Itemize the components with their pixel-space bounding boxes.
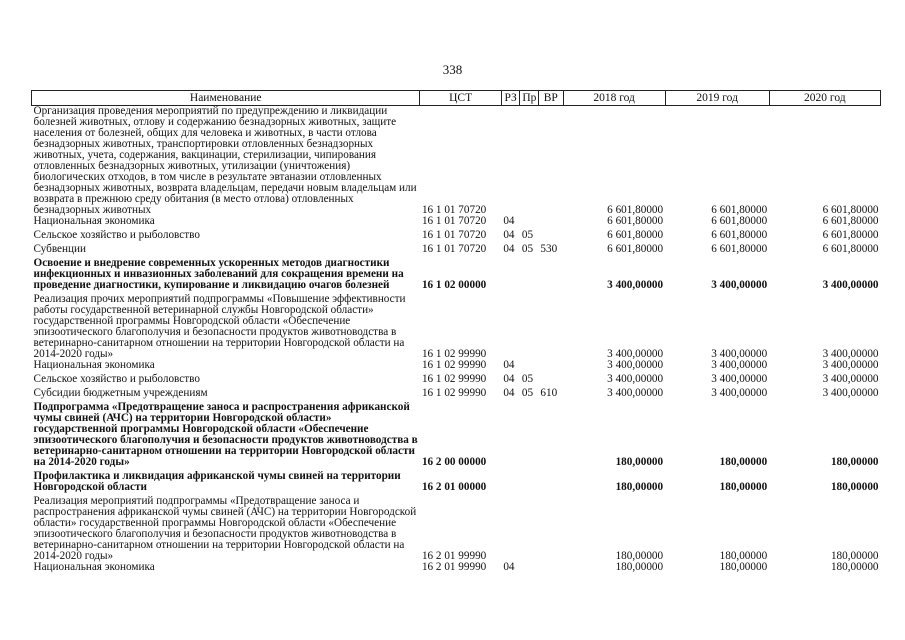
row-2020: 180,00000 — [830, 550, 879, 562]
header-2018: 2018 год — [563, 91, 665, 106]
row-cst: 16 1 01 70720 — [421, 229, 487, 241]
row-vr — [538, 255, 563, 291]
table-row — [32, 255, 881, 291]
table-row — [32, 291, 881, 360]
row-2018: 3 400,00000 — [607, 359, 664, 371]
row-pr — [520, 106, 539, 217]
row-cst: 16 1 01 70720 — [421, 204, 487, 216]
row-2019: 3 400,00000 — [711, 373, 768, 385]
row-2019: 6 601,80000 — [711, 215, 768, 227]
row-pr — [520, 493, 539, 562]
row-cst: 16 2 01 99990 — [421, 550, 487, 562]
row-rz: 04 — [503, 229, 515, 241]
header-2019: 2019 год — [665, 91, 769, 106]
row-rz: 04 — [503, 359, 515, 371]
row-rz — [501, 399, 520, 468]
table-row — [32, 106, 881, 217]
row-2018: 3 400,00000 — [607, 348, 664, 360]
row-rz — [501, 493, 520, 562]
row-name: Сельское хозяйство и рыболовство — [33, 229, 200, 241]
row-rz: 04 — [503, 215, 515, 227]
row-vr — [538, 291, 563, 360]
row-2020: 6 601,80000 — [822, 229, 879, 241]
row-name: Освоение и внедрение современных ускоренных методов диагностики инфекционных и инвазионных заболеваний для сокращения времени на проведение диагностики, купирование и ликвидацию очагов болезней — [33, 257, 404, 291]
row-name: Подпрограмма «Предотвращение заноса и распространения африканской чумы свиней (АЧС) на территории Новгородской области» государственной программы Новгородской области «Обеспечение эпизоотического благополучия и безопасности продуктов животноводства в ветеринарно-санитарном отношении на территории Новгородской области на 2014-2020 годы» — [33, 401, 418, 468]
row-cst: 16 1 01 70720 — [421, 243, 487, 255]
row-name: Реализация мероприятий подпрограммы «Предотвращение заноса и распространения африканской чумы свиней (АЧС) на территории Новгородской области» государственной программы Новгородской области «Обеспечение эпизоотического благополучия и безопасности продуктов животноводства в ветеринарно-санитарном отношении на территории Новгородской области на 2014-2020 годы» — [33, 495, 417, 562]
row-2019: 6 601,80000 — [711, 204, 768, 216]
row-cst: 16 2 01 99990 — [421, 561, 487, 573]
row-2019: 180,00000 — [719, 561, 768, 573]
budget-table — [31, 90, 881, 573]
table-row — [32, 360, 881, 371]
row-2019: 6 601,80000 — [711, 229, 768, 241]
row-2020: 3 400,00000 — [822, 373, 879, 385]
table-body — [32, 106, 881, 574]
row-2020: 180,00000 — [830, 481, 879, 493]
row-2020: 3 400,00000 — [822, 348, 879, 360]
row-cst: 16 1 02 00000 — [421, 279, 487, 291]
table-row — [32, 216, 881, 227]
row-2020: 6 601,80000 — [822, 204, 879, 216]
row-name: Национальная экономика — [33, 561, 155, 573]
row-2018: 6 601,80000 — [607, 229, 664, 241]
row-pr — [520, 291, 539, 360]
row-2018: 180,00000 — [615, 550, 664, 562]
row-2018: 6 601,80000 — [607, 215, 664, 227]
row-2018: 180,00000 — [615, 561, 664, 573]
row-2018: 3 400,00000 — [607, 373, 664, 385]
row-2019: 180,00000 — [719, 481, 768, 493]
row-2018: 3 400,00000 — [607, 279, 664, 291]
row-2018: 6 601,80000 — [607, 204, 664, 216]
table-row — [32, 385, 881, 399]
row-rz: 04 — [503, 373, 515, 385]
row-2019: 180,00000 — [719, 550, 768, 562]
table-row — [32, 562, 881, 573]
row-pr: 05 — [521, 229, 534, 241]
row-2020: 3 400,00000 — [822, 279, 879, 291]
row-pr — [520, 216, 539, 227]
row-cst: 16 1 02 99990 — [421, 348, 487, 360]
row-name: Сельское хозяйство и рыболовство — [33, 373, 200, 385]
row-vr — [538, 493, 563, 562]
row-pr: 05 — [521, 243, 534, 255]
row-2019: 3 400,00000 — [711, 387, 768, 399]
table-row — [32, 493, 881, 562]
table-header — [32, 91, 881, 106]
row-rz — [501, 468, 520, 493]
row-2020: 180,00000 — [830, 561, 879, 573]
row-vr — [538, 399, 563, 468]
row-pr — [520, 360, 539, 371]
row-name: Субвенции — [33, 243, 86, 255]
row-vr: 530 — [540, 243, 558, 255]
row-2019: 6 601,80000 — [711, 243, 768, 255]
table-row — [32, 227, 881, 241]
row-pr: 05 — [521, 387, 534, 399]
row-rz — [501, 291, 520, 360]
row-vr — [538, 371, 563, 385]
row-name: Профилактика и ликвидация африканской чумы свиней на территории Новгородской области — [33, 470, 401, 493]
row-2019: 3 400,00000 — [711, 279, 768, 291]
row-name: Организация проведения мероприятий по предупреждению и ликвидации болезней животных, отлову и содержанию безнадзорных животных, защите населения от болезней, общих для человека и животных, в части отлова безнадзорных животных, транспортировки отловленных безнадзорных животных, учета, содержания, вакцинации, стерилизации, чипирования отловленных безнадзорных животных, утилизации (уничтожения) биологических отходов, в том числе в результате эвтаназии отловленных безнадзорных животных, возврата владельцам, передачи новым владельцам или возврата в прежнюю среду обитания (в место отлова) отловленных безнадзорных животных — [33, 105, 417, 216]
row-pr — [520, 562, 539, 573]
header-rz: РЗ — [501, 91, 520, 106]
row-2018: 180,00000 — [615, 456, 664, 468]
row-pr: 05 — [521, 373, 534, 385]
row-2020: 180,00000 — [830, 456, 879, 468]
row-rz — [501, 106, 520, 217]
row-rz — [501, 255, 520, 291]
row-cst: 16 1 02 99990 — [421, 373, 487, 385]
row-2018: 180,00000 — [615, 481, 664, 493]
row-pr — [520, 399, 539, 468]
row-2019: 3 400,00000 — [711, 359, 768, 371]
row-cst: 16 2 01 00000 — [421, 481, 487, 493]
row-2020: 6 601,80000 — [822, 243, 879, 255]
table-row — [32, 241, 881, 255]
row-cst: 16 1 01 70720 — [421, 215, 487, 227]
table-row — [32, 468, 881, 493]
row-2020: 6 601,80000 — [822, 215, 879, 227]
table-row — [32, 371, 881, 385]
row-name: Реализация прочих мероприятий подпрограммы «Повышение эффективности работы государственной ветеринарной службы Новгородской области» государственной программы Новгородской области «Обеспечение эпизоотического благополучия и безопасности продуктов животноводства в ветеринарно-санитарном отношении на территории Новгородской области на 2014-2020 годы» — [33, 293, 406, 360]
row-pr — [520, 468, 539, 493]
row-2018: 3 400,00000 — [607, 387, 664, 399]
row-rz: 04 — [503, 561, 515, 573]
row-pr — [520, 255, 539, 291]
row-vr — [538, 468, 563, 493]
row-2019: 3 400,00000 — [711, 348, 768, 360]
row-name: Субсидии бюджетным учреждениям — [33, 387, 208, 399]
row-vr — [538, 227, 563, 241]
page-number: 338 — [442, 62, 463, 77]
row-vr: 610 — [540, 387, 558, 399]
row-vr — [538, 216, 563, 227]
header-2020: 2020 год — [769, 91, 880, 106]
row-2018: 6 601,80000 — [607, 243, 664, 255]
row-cst: 16 1 02 99990 — [421, 387, 487, 399]
row-vr — [538, 562, 563, 573]
row-2019: 180,00000 — [719, 456, 768, 468]
row-vr — [538, 360, 563, 371]
header-name: Наименование — [32, 91, 420, 106]
header-cst: ЦСТ — [420, 91, 501, 106]
table-row — [32, 399, 881, 468]
row-name: Национальная экономика — [33, 215, 155, 227]
header-pr: Пр — [520, 91, 539, 106]
row-rz: 04 — [503, 387, 515, 399]
row-cst: 16 2 00 00000 — [421, 456, 487, 468]
row-name: Национальная экономика — [33, 359, 155, 371]
row-2020: 3 400,00000 — [822, 359, 879, 371]
row-cst: 16 1 02 99990 — [421, 359, 487, 371]
row-vr — [538, 106, 563, 217]
row-2020: 3 400,00000 — [822, 387, 879, 399]
header-vr: ВР — [538, 91, 563, 106]
row-rz: 04 — [503, 243, 515, 255]
